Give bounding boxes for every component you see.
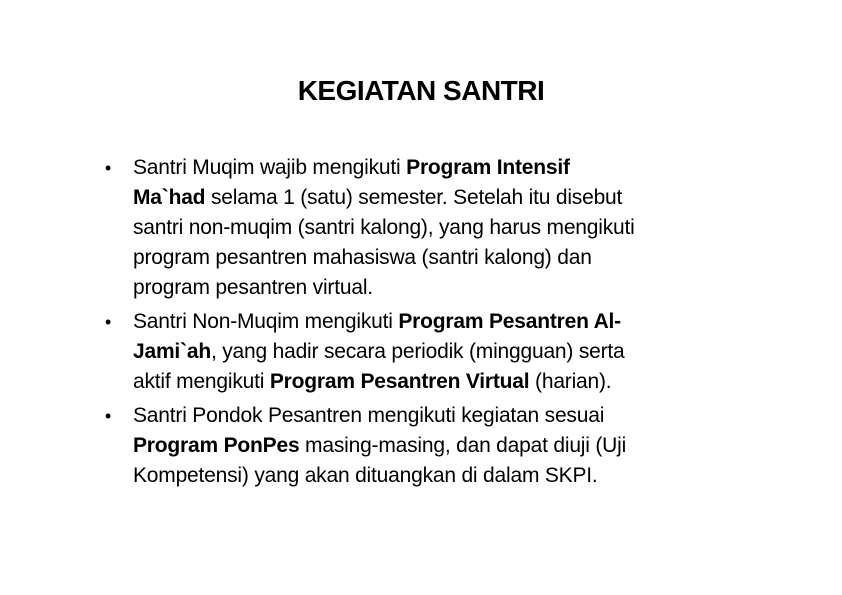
bullet-line: program pesantren mahasiswa (santri kalong) dan [133,246,592,269]
bullet-marker-icon: • [105,158,112,178]
bullet-marker-icon: • [105,406,112,426]
bullet-line: Santri Non-Muqim mengikuti Program Pesantren Al- [133,310,621,333]
bullet-line: program pesantren virtual. [133,276,373,299]
bullet-list [105,153,802,495]
bullet-line: Program PonPes masing-masing, dan dapat diuji (Uji [133,434,627,457]
bullet-text [133,307,802,397]
bullet-line: Santri Muqim wajib mengikuti Program Intensif [133,156,570,179]
bullet-line: aktif mengikuti Program Pesantren Virtual (harian). [133,370,612,393]
bullet-marker-icon: • [105,312,112,332]
bullet-line: Jami`ah, yang hadir secara periodik (mingguan) serta [133,340,625,363]
bullet-text [133,153,802,303]
slide-title: KEGIATAN SANTRI [297,75,545,106]
bullet-line: Kompetensi) yang akan dituangkan di dalam SKPI. [133,464,598,487]
bullet-line: Ma`had selama 1 (satu) semester. Setelah itu disebut [133,186,623,209]
bullet-item [105,153,802,303]
bullet-item [105,401,802,491]
bullet-item [105,307,802,397]
bullet-line: santri non-muqim (santri kalong), yang harus mengikuti [133,216,635,239]
bullet-line: Santri Pondok Pesantren mengikuti kegiatan sesuai [133,404,605,427]
bullet-text [133,401,802,491]
